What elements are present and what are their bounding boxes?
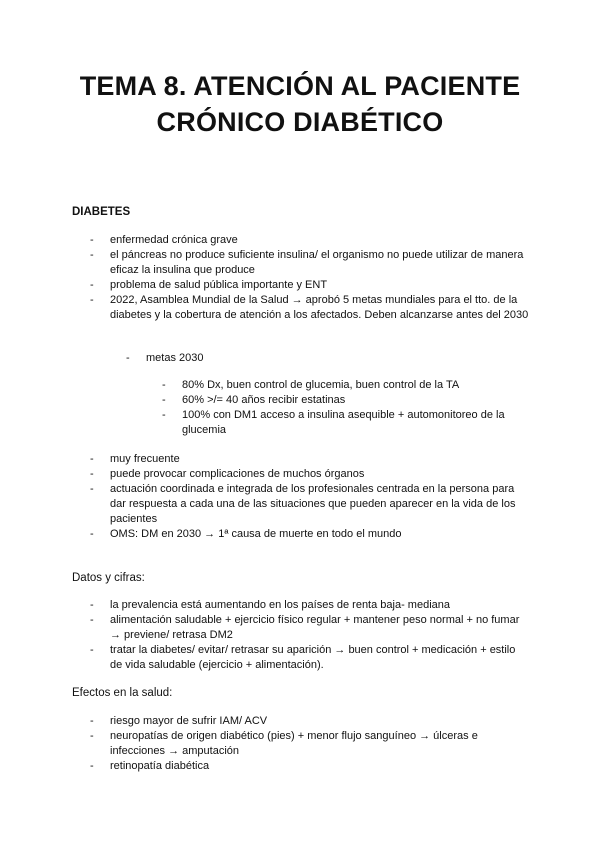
section-heading-diabetes: DIABETES (72, 206, 131, 218)
list-item: - alimentación saludable + ejercicio físico regular + mantener peso normal + no fumar → previene/ retrasa DM2 (90, 614, 520, 641)
metas-sublist (162, 378, 522, 438)
list-item: - muy frecuente (90, 453, 180, 465)
list-item: - retinopatía diabética (90, 760, 210, 772)
metas-list (126, 351, 526, 366)
efectos-heading: Efectos en la salud: (72, 687, 173, 699)
list-item: - 80% Dx, buen control de glucemia, buen control de la TA (162, 379, 460, 391)
list-item: - la prevalencia está aumentando en los países de renta baja- mediana (90, 599, 451, 611)
list-item: - metas 2030 (126, 352, 204, 364)
list-item: - enfermedad crónica grave (90, 234, 238, 246)
datos-list (90, 598, 530, 673)
list-item: - el páncreas no produce suficiente insulina/ el organismo no puede utilizar de manera eficaz la insulina que produce (90, 249, 524, 276)
list-item: - riesgo mayor de sufrir IAM/ ACV (90, 715, 268, 727)
page-title (40, 68, 560, 140)
diabetes-list-continued (90, 452, 530, 542)
title-line-2: CRÓNICO DIABÉTICO (156, 107, 444, 137)
list-item: - actuación coordinada e integrada de los profesionales centrada en la persona para dar respuesta a cada una de las situaciones que pueden aparecer en la vida de los pacientes (90, 483, 516, 525)
efectos-list (90, 714, 530, 774)
list-item: - OMS: DM en 2030 → 1ª causa de muerte en todo el mundo (90, 528, 402, 540)
list-item: - puede provocar complicaciones de muchos órganos (90, 468, 365, 480)
list-item: - 60% >/= 40 años recibir estatinas (162, 394, 346, 406)
datos-heading: Datos y cifras: (72, 572, 145, 584)
title-line-1: TEMA 8. ATENCIÓN AL PACIENTE (79, 71, 521, 101)
list-item: - tratar la diabetes/ evitar/ retrasar su aparición → buen control + medicación + estilo de vida saludable (ejercicio + alimentación). (90, 644, 516, 671)
list-item: - neuropatías de origen diabético (pies) + menor flujo sanguíneo → úlceras e infecciones → amputación (90, 730, 478, 757)
diabetes-list (90, 233, 530, 323)
list-item: - 100% con DM1 acceso a insulina asequible + automonitoreo de la glucemia (162, 409, 505, 436)
list-item: - 2022, Asamblea Mundial de la Salud → aprobó 5 metas mundiales para el tto. de la diabetes y la cobertura de atención a los afectados. Deben alcanzarse antes del 2030 (90, 294, 529, 321)
list-item: - problema de salud pública importante y ENT (90, 279, 328, 291)
